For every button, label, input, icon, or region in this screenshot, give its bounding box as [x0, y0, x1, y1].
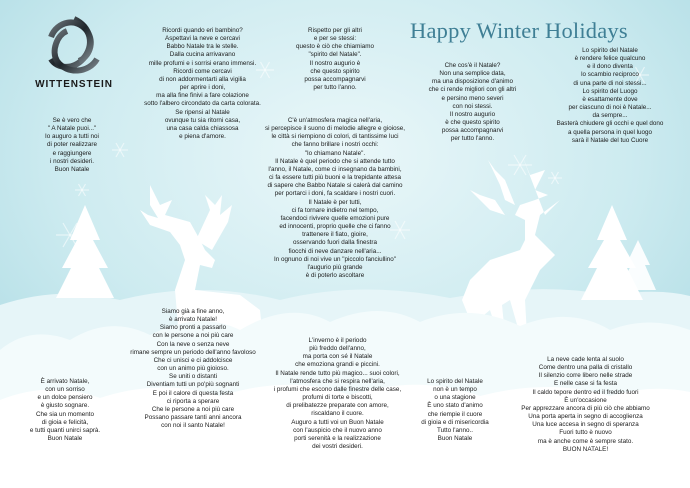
brand-name: WITTENSTEIN — [35, 79, 113, 90]
poem-2: Ricordi quando eri bambino? Aspettavi la neve e cercavi Babbo Natale tra le stelle. Dalla cucina arrivavano mille profumi e i sorrisi erano immensi. Ricordi come cercavi di non addormentarti alla vigilia per aprire i doni, ma alla fine finivi a fare colazione sotto l'albero circondato da carta colorata. Se ripensi al Natale ovunque tu sia ritorni casa, una casa calda chiassosa e piena d'amore. — [144, 27, 261, 141]
brand-logo — [28, 15, 120, 90]
poem-6: Lo spirito del Natale è rendere felice qualcuno e il dono diventa lo scambio reciproco di una parte di noi stessi... Lo spirito del Luogo è esattamente dove per ciascuno di noi è Natale... da sempre... Basterà chiudere gli occhi e quel dono a quella persona in quel luogo sarà il Natale del tuo Cuore — [556, 47, 664, 144]
wittenstein-logo-icon — [43, 15, 105, 77]
poem-8: Siamo già a fine anno, è arrivato Natale! Siamo pronti a passarlo con le persone a noi più care Con la neve o senza neve rimane sempre un periodo dell'anno favoloso Che ci unisci e ci addolcisce con un animo più gioioso. Se uniti o distanti Diventiam tutti un po'più sognanti E poi il calore di questa festa ci riporta a sperare Che le persone a noi più care Possano passare tanti anni ancora con noi il santo Natale! — [130, 308, 256, 430]
poem-5: Che cos'è il Natale? Non una semplice data, ma una disposizione d'animo che ci rende migliori con gli altri e persino meno severi con noi stessi. Il nostro augurio è che questo spirito possa accompagnarvi per tutto l'anno. — [428, 62, 517, 143]
poem-10: Lo spirito del Natale non è un tempo o una stagione È uno stato d'animo che riempie il cuore di gioia e di misericordia Tutto l'anno.. Buon Natale — [421, 378, 489, 443]
poem-11: La neve cade lenta al suolo Come dentro una palla di cristallo Il silenzio corre libero nelle strade E nelle case si fa festa Il caldo tepore dentro ed il freddo fuori È un'occasione Per apprezzare ancora di più ciò che abbiamo Una porta aperta in segno di accoglienza Una luce accesa in segno di speranza Fuori tutto è nuovo ma è anche come è sempre stato. BUON NATALE! — [521, 356, 650, 453]
poem-3: Rispetto per gli altri e per se stessi: questo è ciò che chiamiamo "spirito del Natale". Il nostro augurio è che questo spirito possa accompagnarvi per tutto l'anno. — [295, 27, 375, 92]
page-title: Happy Winter Holidays — [410, 18, 628, 43]
poem-7: È arrivato Natale, con un sorriso e un dolce pensiero è giusto sognare. Che sia un momento di gioia e felicità, e tutti quanti unirci saprà. Buon Natale — [29, 378, 101, 443]
poem-9: L'inverno è il periodo più freddo dell'anno, ma porta con sé il Natale che emoziona grandi e piccini. Il Natale rende tutto più magico... suoi colori, l'atmosfera che si respira nell'aria, i profumi che escono dalle finestre delle case, profumi di torte e biscotti, di prelibatezze preparate con amore, riscaldano il cuore. Auguro a tutti voi un Buon Natale con l'auspicio che il nuovo anno porti serenità e la realizzazione dei vostri desideri. — [273, 337, 402, 451]
poem-4: C'è un'atmosfera magica nell'aria, si percepisce il suono di melodie allegre e gioiose, le città si riempiono di colori, di tantissime luci che fanno brillare i nostri occhi: "lo chiamano Natale". Il Natale è quel periodo che si attende tutto l'anno, il Natale, come ci insegnano da bambini, ci fa essere tutti più buoni e la trepidante attesa di sapere che Babbo Natale si calerà dal camino per portarci i doni, fa scaldare i nostri cuori. Il Natale è per tutti, ci fa tornare indietro nel tempo, facendoci rivivere quelle emozioni pure ed innocenti, proprio quelle che ci fanno trattenere il fiato, gioire, osservando fuori dalla finestra fiocchi di neve danzare nell'aria... In ognuno di noi vive un "piccolo fanciullino" l'augurio più grande è di poterlo ascoltare — [264, 117, 405, 279]
poem-1: Se è vero che " A Natale puoi..." Io auguro a tutti noi di poter realizzare e raggiungere i nostri desideri. Buon Natale — [45, 117, 99, 173]
